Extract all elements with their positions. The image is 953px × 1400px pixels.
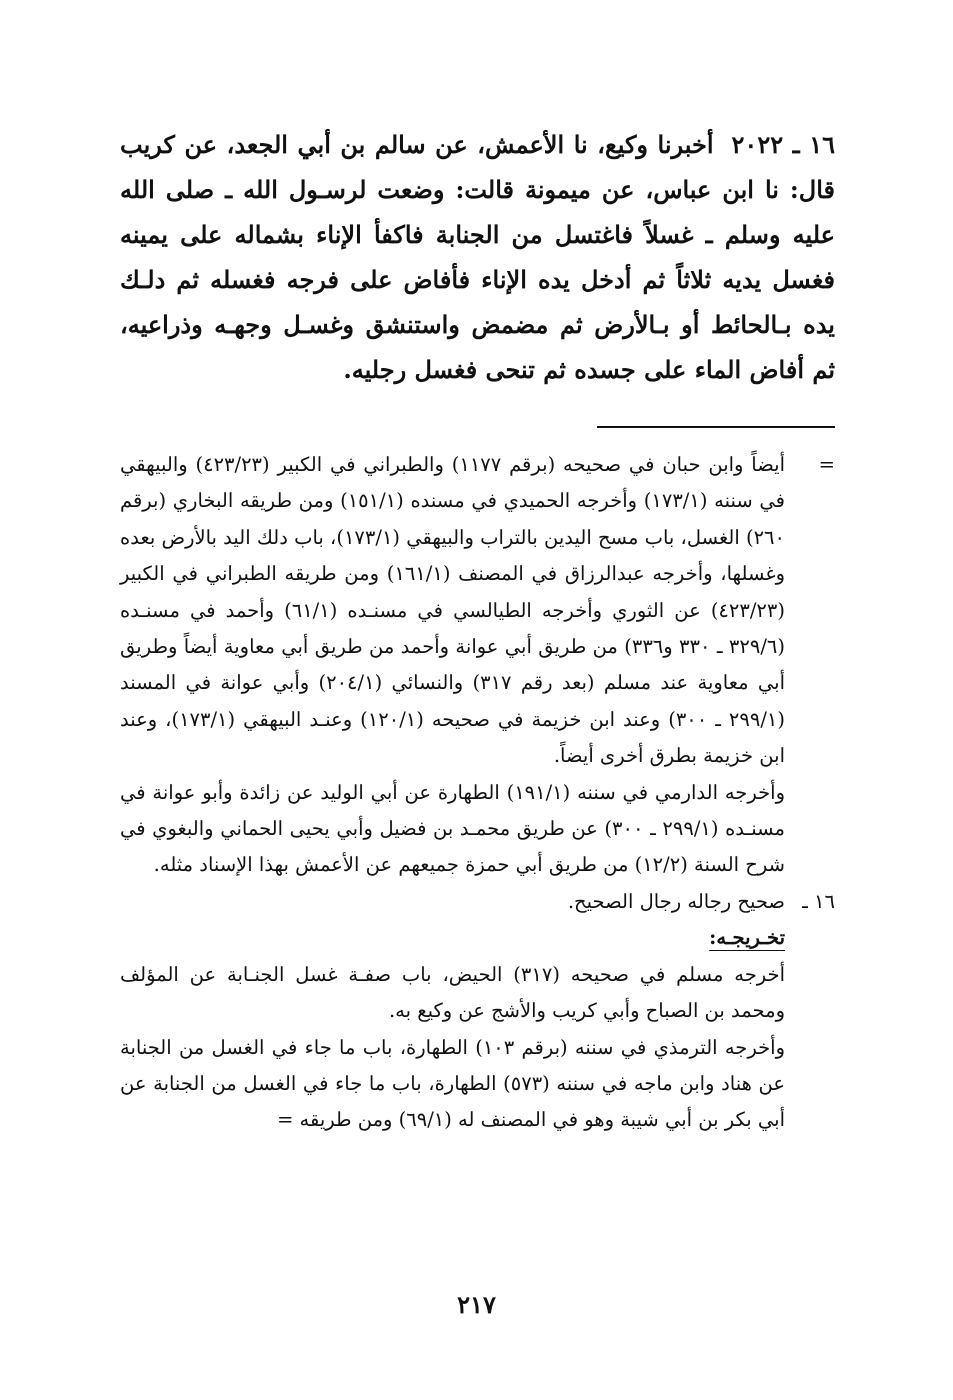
footnote-separator <box>597 426 835 428</box>
takhrij-heading: تخـريجـه: <box>709 926 785 950</box>
continuation-marker-end: = <box>277 1108 294 1132</box>
hadith-text <box>120 122 835 392</box>
page-number: ٢١٧ <box>457 1290 496 1319</box>
footnotes <box>120 447 835 1139</box>
footnote-note-line <box>120 884 835 920</box>
footnote-continuation <box>120 447 835 775</box>
hadith-body: أخبرنا وكيع، نا الأعمش، عن سالم بن أبي الجعد، عن كريب قال: نا ابن عباس، عن ميمونة قالت: وضعت لرسـول الله ـ صلى الله عليه وسلم ـ غسلاً فاغتسل من الجنابة فاكفأ الإناء بشماله على يمينه فغسل يديه ثلاثاً ثم أدخل يده الإناء فأفاض على فرجه فغسله ثم دلـك يده بـالحائط أو بـالأرض ثم مضمض واستنشق وغسـل وجهـه وذراعيه، ثم أفاض الماء على جسده ثم تنحى فغسل رجليه. <box>120 130 835 384</box>
footnote-continuation-text: أيضاً وابن حبان في صحيحه (برقم ١١٧٧) والطبراني في الكبير (٤٢٣/٢٣) والبيهقي في سننه (١٧٣/١) وأخرجه الحميدي في مسنده (١٥١/١) ومن طريقه البخاري (برقم ٢٦٠) الغسل، باب مسح اليدين بالتراب والبيهقي (١٧٣/١)، باب دلك اليد بالأرض بعده وغسلها، وأخرجه عبدالرزاق في المصنف (١٦١/١) ومن طريقه الطبراني في الكبير (٤٢٣/٢٣) عن الثوري وأخرجه الطيالسي في مسنـده (٦١/١) وأحمد في مسنـده (٣٢٩/٦ ـ ٣٣٠ و٣٣٦) من طريق أبي عوانة وأحمد من طريق أبي معاوية أيضاً وطريق أبي معاوية عند مسلم (بعد رقم ٣١٧) والنسائي (٢٠٤/١) وأبي عوانة في المسند (٢٩٩/١ ـ ٣٠٠) وعند ابن خزيمة في صحيحه (١٢٠/١) وعنـد البيهقي (١٧٣/١)، وعند ابن خزيمة بطرق أخرى أيضاً. <box>120 453 785 768</box>
footnote-last-text: وأخرجه الترمذي في سننه (برقم ١٠٣) الطهارة، باب ما جاء في الغسل من الجنابة عن هناد وابن ماجه في سننه (٥٧٣) الطهارة، باب ما جاء في الغسل من الجنابة عن أبي بكر بن أبي شيبة وهو في المصنف له (٦٩/١) ومن طريقه <box>120 1035 786 1132</box>
footnote-number: ١٦ ـ <box>802 889 835 913</box>
footnote-note-text: صحيح رجاله رجال الصحيح. <box>567 889 785 913</box>
footnote-paragraph: وأخرجه الدارمي في سننه (١٩١/١) الطهارة عن أبي الوليد عن زائدة وأبو عوانة في مسنـده (٢٩٩/١ ـ ٣٠٠) عن طريق محمـد بن فضيل وأبي يحيى الحماني والبغوي في شرح السنة (١٢/٢) من طريق أبي حمزة جميعهم عن الأعمش بهذا الإسناد مثله. <box>120 780 786 877</box>
continuation-marker: = <box>818 453 835 476</box>
footnote-paragraph-last <box>120 1030 835 1139</box>
footnote-paragraph: أخرجه مسلم في صحيحه (٣١٧) الحيض، باب صفـة غسل الجنـابة عن المؤلف ومحمد بن الصباح وأبي كريب والأشج عن وكيع به. <box>120 962 786 1023</box>
hadith-number: ١٦ ـ ٢٠٢٢ <box>731 130 835 159</box>
